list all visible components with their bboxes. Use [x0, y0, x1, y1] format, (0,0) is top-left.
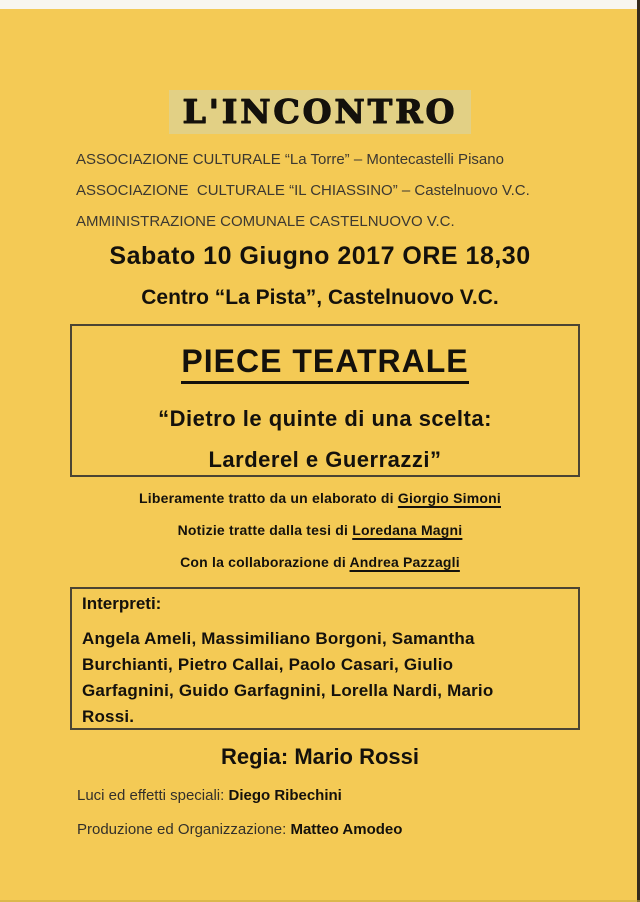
event-date: Sabato 10 Giugno 2017 ORE 18,30 [109, 242, 531, 270]
cast-names [82, 626, 568, 730]
page-title: L'INCONTRO [169, 90, 472, 134]
cast-names-line: Angela Ameli, Massimiliano Borgoni, Samantha [82, 629, 475, 648]
cast-names-line: Rossi. [82, 707, 135, 726]
credit-line-thesis [0, 521, 640, 539]
credit-prefix: Con la collaborazione di [180, 554, 350, 570]
show-box [70, 324, 580, 477]
production-person-name: Matteo Amodeo [290, 821, 403, 838]
show-title-line-1: “Dietro le quinte di una scelta: [158, 406, 492, 431]
organization-line: ASSOCIAZIONE CULTURALE “La Torre” – Montecastelli Pisano [76, 151, 504, 168]
direction-line: Regia: Mario Rossi [220, 744, 420, 769]
credit-person-name: Loredana Magni [352, 522, 463, 538]
organization-line: AMMINISTRAZIONE COMUNALE CASTELNUOVO V.C. [76, 213, 455, 230]
production-label: Luci ed effetti speciali: [77, 787, 229, 804]
credit-person-name: Giorgio Simoni [397, 490, 501, 506]
cast-heading: Interpreti: [82, 594, 162, 613]
show-type-text: PIECE TEATRALE [181, 343, 468, 384]
title-row [0, 90, 640, 134]
organizations-list [76, 144, 600, 237]
cast-names-line: Burchianti, Pietro Callai, Paolo Casari, Giulio [82, 655, 454, 674]
organization-line: ASSOCIAZIONE CULTURALE “IL CHIASSINO” – Castelnuovo V.C. [76, 182, 530, 199]
cast-names-line: Garfagnini, Guido Garfagnini, Lorella Nardi, Mario [82, 681, 494, 700]
credit-prefix: Notizie tratte dalla tesi di [177, 522, 353, 538]
scan-top-edge [0, 0, 640, 9]
credit-person-name: Andrea Pazzagli [349, 554, 460, 570]
production-organization-line [77, 820, 402, 839]
production-person-name: Diego Ribechini [228, 787, 342, 804]
show-type-heading [72, 343, 578, 384]
production-label: Produzione ed Organizzazione: [77, 821, 291, 838]
event-venue: Centro “La Pista”, Castelnuovo V.C. [141, 286, 499, 309]
credit-line-source [0, 489, 640, 507]
cast-box [70, 587, 580, 730]
show-title-line-2: Larderel e Guerrazzi” [208, 447, 442, 472]
credit-prefix: Liberamente tratto da un elaborato di [139, 490, 398, 506]
lights-effects-line [77, 786, 342, 805]
credit-line-collaboration [0, 553, 640, 571]
